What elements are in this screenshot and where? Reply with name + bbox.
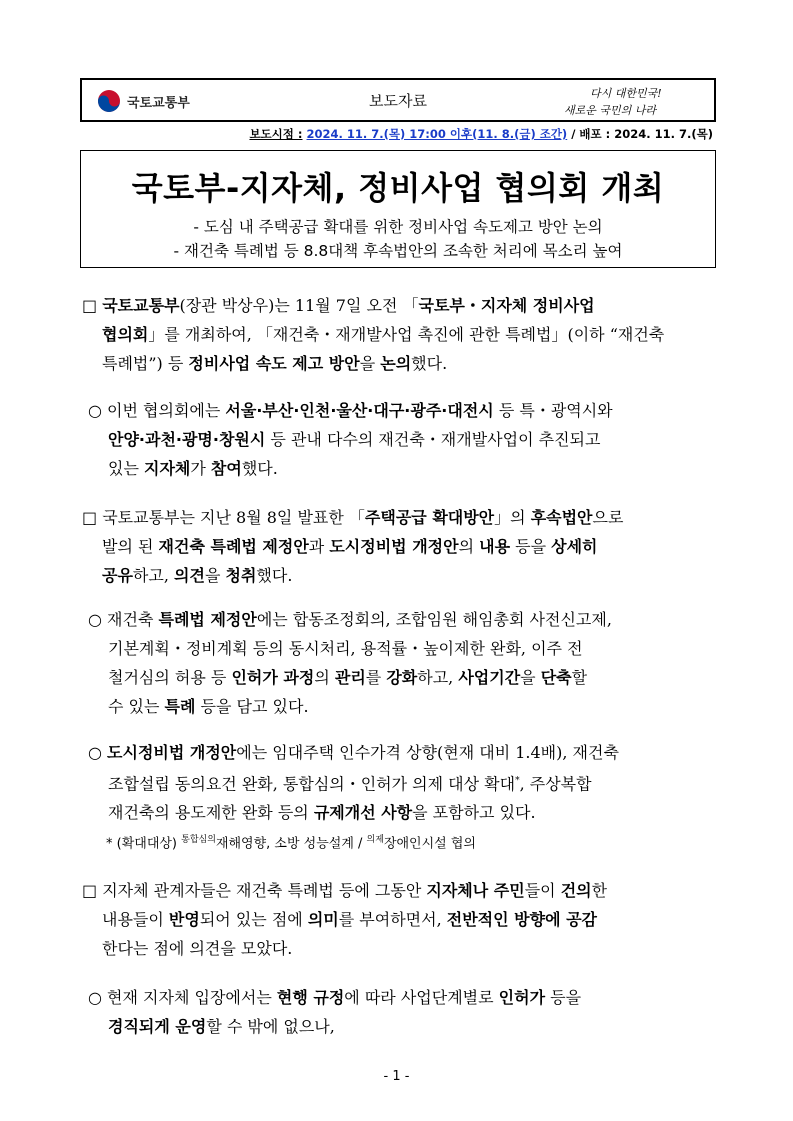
release-time: 2024. 11. 7.(목) 17:00 이후(11. 8.(금) 조간) bbox=[306, 127, 568, 141]
svg-text:다시 대한민국!: 다시 대한민국! bbox=[590, 87, 662, 100]
subtitle-2: - 재건축 특례법 등 8.8대책 후속법안의 조속한 처리에 목소리 높여 bbox=[173, 242, 623, 260]
svg-text:새로운 국민의 나라: 새로운 국민의 나라 bbox=[564, 104, 657, 117]
title-box bbox=[80, 150, 716, 268]
paragraph-7: ○ 현재 지자체 입장에서는 현행 규정에 따라 사업단계별로 인허가 등을 경직되게 운영할 수 밖에 없으나, bbox=[88, 988, 582, 1036]
page-number: - 1 - bbox=[383, 1069, 410, 1084]
release-info bbox=[249, 126, 713, 142]
footnote: * (확대대상) $^{통합심의}$재해영향, 소방 성능설계 / $^{의제}$장애인시설 협의 bbox=[106, 835, 476, 852]
release-label: 보도시점 : bbox=[249, 127, 303, 141]
ministry-logo-text: 국토교통부 bbox=[127, 95, 190, 111]
press-header bbox=[80, 78, 716, 122]
paragraph-4: ○ 재건축 특례법 제정안에는 합동조정회의, 조합임원 해임총회 사전신고제, 기본계획・정비계획 등의 동시처리, 용적률・높이제한 완화, 이주 전 철거심의 허용 등 인허가 과정의 관리를 강화하고, 사업기간을 단축할 수 있는 특례 등을 담고 있다. bbox=[88, 610, 612, 716]
slogan-calligraphy bbox=[560, 82, 706, 120]
paragraph-3: □ 국토교통부는 지난 8월 8일 발표한 「주택공급 확대방안」의 후속법안으로 발의 된 재건축 특례법 제정안과 도시정비법 개정안의 내용 등을 상세히 공유하고, 의견을 청취했다. bbox=[82, 508, 624, 585]
paragraph-5: ○ 도시정비법 개정안에는 임대주택 인수가격 상향(현재 대비 1.4배), 재건축 조합설립 동의요건 완화, 통합심의・인허가 의제 대상 확대*, 주상복합 재건축의 용도제한 완화 등의 규제개선 사항을 포함하고 있다. bbox=[88, 743, 619, 823]
paragraph-6: □ 지자체 관계자들은 재건축 특례법 등에 그동안 지자체나 주민들이 건의한 내용들이 반영되어 있는 점에 의미를 부여하면서, 전반적인 방향에 공감 한다는 점에 의견을 모았다. bbox=[82, 881, 608, 958]
subtitle-1: - 도심 내 주택공급 확대를 위한 정비사업 속도제고 방안 논의 bbox=[193, 218, 603, 236]
paragraph-1: □ 국토교통부(장관 박상우)는 11월 7일 오전 「국토부・지자체 정비사업 협의회」를 개최하여, 「재건축・재개발사업 촉진에 관한 특례법」(이하 “재건축 특례법”) 등 정비사업 속도 제고 방안을 논의했다. bbox=[82, 296, 665, 373]
main-title: 국토부-지자체, 정비사업 협의회 개최 bbox=[131, 169, 665, 207]
distribution-date: / 배포 : 2024. 11. 7.(목) bbox=[571, 127, 713, 141]
paragraph-2: ○ 이번 협의회에는 서울·부산·인천·울산·대구·광주·대전시 등 특・광역시와 안양·과천·광명·창원시 등 관내 다수의 재건축・재개발사업이 추진되고 있는 지자체가 참여했다. bbox=[88, 401, 613, 478]
header-title: 보도자료 bbox=[369, 92, 427, 110]
